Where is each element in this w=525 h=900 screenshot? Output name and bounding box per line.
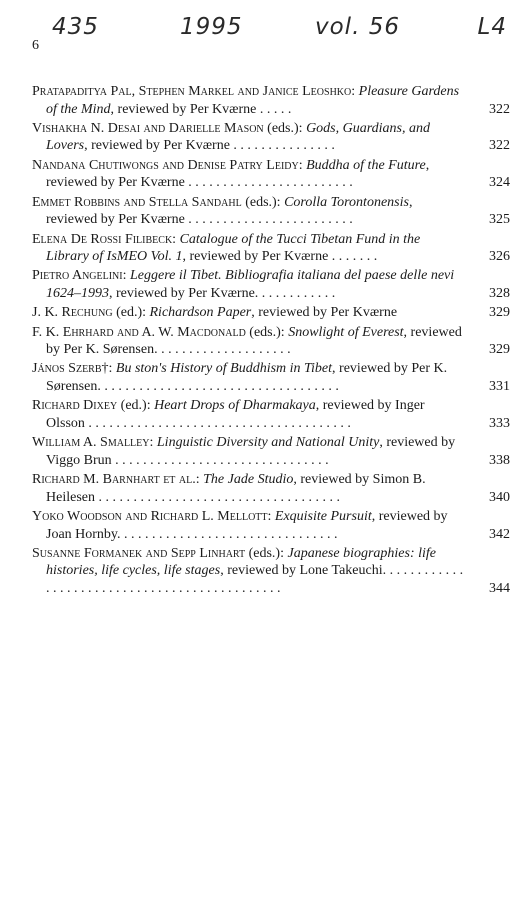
entry-author: Pietro Angelini bbox=[32, 268, 123, 284]
toc-entry bbox=[32, 83, 510, 118]
entry-page: 322 bbox=[489, 101, 510, 117]
dot-leader: . . . . . . . . . . . . . . . bbox=[229, 138, 335, 154]
page-number: 6 bbox=[32, 38, 39, 53]
entry-page: 344 bbox=[489, 580, 510, 596]
toc-entry bbox=[32, 471, 510, 506]
entry-separator: (eds.): bbox=[245, 545, 288, 561]
entry-author: Elena De Rossi Filibeck bbox=[32, 231, 173, 247]
entry-reviewer: , reviewed by Per Kværne bbox=[46, 157, 430, 191]
entry-separator: : bbox=[267, 508, 275, 524]
dot-leader: . . . . . . . . . . . . bbox=[254, 285, 336, 301]
entry-separator: (ed.): bbox=[117, 398, 155, 414]
toc-entry bbox=[32, 304, 510, 322]
toc-entry bbox=[32, 545, 510, 598]
dot-leader: . . . . . . . . . . . . . . . . . . . . . . . . bbox=[184, 212, 353, 228]
entry-separator: (eds.): bbox=[245, 324, 289, 340]
entry-separator: : bbox=[122, 268, 130, 284]
entry-page: 338 bbox=[489, 452, 510, 468]
entry-title: Corolla Torontonensis bbox=[284, 194, 409, 210]
dot-leader: . . . . . . . . . . . . . . . . . . . . . . . . . . . . . . . . . . . bbox=[94, 489, 340, 505]
entry-author: J. K. Rechung bbox=[32, 305, 113, 321]
handwritten-code: L4 bbox=[477, 14, 507, 40]
entry-title: Leggere il Tibet. Bibliografia italiana del paese delle nevi 1624–1993 bbox=[46, 268, 455, 301]
entry-reviewer: , reviewed by Joan Hornby bbox=[46, 508, 448, 542]
toc-entry bbox=[32, 397, 510, 432]
entry-title: Japanese biographies: life histories, life cycles, life stages bbox=[46, 545, 437, 579]
entry-reviewer: , reviewed by Per Kværne bbox=[182, 249, 329, 265]
entry-reviewer: , reviewed by Inger Olsson bbox=[46, 398, 425, 431]
toc-entry bbox=[32, 120, 510, 155]
entry-author: F. K. Ehrhard and A. W. Macdonald bbox=[32, 324, 246, 340]
toc-entry bbox=[32, 508, 510, 543]
entry-separator: (eds.): bbox=[263, 120, 307, 136]
handwritten-year: 1995 bbox=[180, 14, 243, 40]
entry-page: 342 bbox=[489, 526, 510, 542]
handwritten-number: 435 bbox=[52, 14, 99, 40]
entry-author: János Szerb† bbox=[32, 361, 109, 377]
entry-title: Bu ston's History of Buddhism in Tibet bbox=[115, 361, 333, 377]
entry-author: Richard Dixey bbox=[32, 398, 118, 414]
entry-separator: : bbox=[108, 361, 116, 377]
entry-reviewer: , reviewed by Lone Takeuchi bbox=[220, 563, 383, 579]
entry-separator: : bbox=[195, 472, 204, 488]
entry-reviewer: , reviewed by Per Kværne bbox=[46, 194, 413, 228]
entry-author: Yoko Woodson and Richard L. Mellott bbox=[32, 508, 268, 524]
entry-title: Pleasure Gardens of the Mind bbox=[46, 84, 460, 117]
entry-separator: (eds.): bbox=[241, 194, 285, 210]
toc-entry bbox=[32, 231, 510, 266]
dot-leader: . . . . . . . . . . . . . . . . . . . . . . . . bbox=[184, 175, 353, 191]
entry-reviewer: , reviewed by Per Kværne bbox=[84, 138, 230, 154]
entry-page: 325 bbox=[489, 212, 510, 228]
entry-reviewer: , reviewed by Per Kværne bbox=[109, 285, 255, 301]
entry-title: Gods, Guardians, and Lovers bbox=[46, 120, 430, 154]
dot-leader: . . . . . . . bbox=[328, 249, 378, 265]
toc-entry bbox=[32, 157, 510, 192]
dot-leader: . . . . . . . . . . . . . . . . . . . . . . . . . . . . . . . . . . . . . . bbox=[84, 415, 351, 431]
entry-page: 331 bbox=[489, 379, 510, 394]
entry-title: Heart Drops of Dharmakaya bbox=[154, 398, 316, 414]
entry-author: Pratapaditya Pal, Stephen Markel and Janice Leoshko bbox=[32, 84, 352, 99]
dot-leader: . . . . . . . . . . . . . . . . . . . . . . . . . . . . . . . . bbox=[117, 526, 338, 542]
entry-page: 333 bbox=[489, 415, 510, 431]
entry-author: Richard M. Barnhart et al. bbox=[32, 472, 196, 488]
entry-title: Snowlight of Everest bbox=[288, 324, 404, 340]
entry-reviewer: , reviewed by Per K. Sørensen bbox=[46, 361, 448, 394]
entry-reviewer: , reviewed by Simon B. Heilesen bbox=[46, 472, 426, 505]
entry-page: 326 bbox=[489, 249, 510, 265]
entry-reviewer: , reviewed by Per Kværne bbox=[110, 101, 257, 117]
entry-reviewer: , reviewed by Per K. Sørensen bbox=[46, 324, 462, 358]
dot-leader: . . . . . . . . . . . . . . . . . . . . . . . . . . . . . . . . . . . bbox=[97, 379, 339, 394]
entry-title: Exquisite Pursuit bbox=[274, 508, 372, 524]
entry-reviewer: , reviewed by Viggo Brun bbox=[46, 435, 456, 468]
dot-leader: . . . . . . . . . . . . . . . . . . . . . . . . . . . . . . . bbox=[111, 452, 329, 468]
entry-title: Linguistic Diversity and National Unity bbox=[156, 435, 380, 451]
entry-author: Susanne Formanek and Sepp Linhart bbox=[32, 545, 246, 561]
entry-author: Nandana Chutiwongs and Denise Patry Leidy bbox=[32, 157, 299, 173]
toc-entry bbox=[32, 360, 510, 395]
entry-separator: (ed.): bbox=[112, 305, 150, 321]
entry-reviewer: , reviewed by Per Kværne bbox=[251, 305, 398, 321]
entry-separator: : bbox=[172, 231, 180, 247]
dot-leader: . . . . . bbox=[256, 101, 292, 117]
entry-title: Buddha of the Future bbox=[306, 157, 426, 173]
entry-separator: : bbox=[298, 157, 307, 173]
dot-leader: . . . . . . . . . . . . . . . . . . . . . . . . . . . . . . . . . . . . . . . . . . . . . . bbox=[46, 563, 464, 596]
entry-page: 340 bbox=[489, 489, 510, 505]
entry-separator: : bbox=[351, 84, 359, 99]
entry-author: Vishakha N. Desai and Darielle Mason bbox=[32, 120, 264, 136]
entry-title: The Jade Studio bbox=[203, 472, 294, 488]
handwritten-note bbox=[20, 8, 511, 46]
entry-separator: : bbox=[149, 435, 157, 451]
toc-entry bbox=[32, 194, 510, 229]
entry-page: 329 bbox=[489, 342, 510, 358]
entry-page: 328 bbox=[489, 285, 510, 301]
entry-title: Richardson Paper bbox=[149, 305, 252, 321]
table-of-contents bbox=[32, 83, 510, 599]
toc-entry bbox=[32, 267, 510, 302]
entry-page: 324 bbox=[489, 175, 510, 191]
toc-entry bbox=[32, 324, 510, 359]
entry-page: 329 bbox=[489, 305, 510, 321]
entry-title: Catalogue of the Tucci Tibetan Fund in the Library of IsMEO Vol. 1 bbox=[46, 231, 421, 265]
entry-author: William A. Smalley bbox=[32, 435, 150, 451]
entry-page: 322 bbox=[489, 138, 510, 154]
entry-author: Emmet Robbins and Stella Sandahl bbox=[32, 194, 242, 210]
handwritten-volume: vol. 56 bbox=[315, 14, 400, 40]
dot-leader: . . . . . . . . . . . . . . . . . . . . bbox=[154, 342, 291, 358]
toc-entry bbox=[32, 434, 510, 469]
